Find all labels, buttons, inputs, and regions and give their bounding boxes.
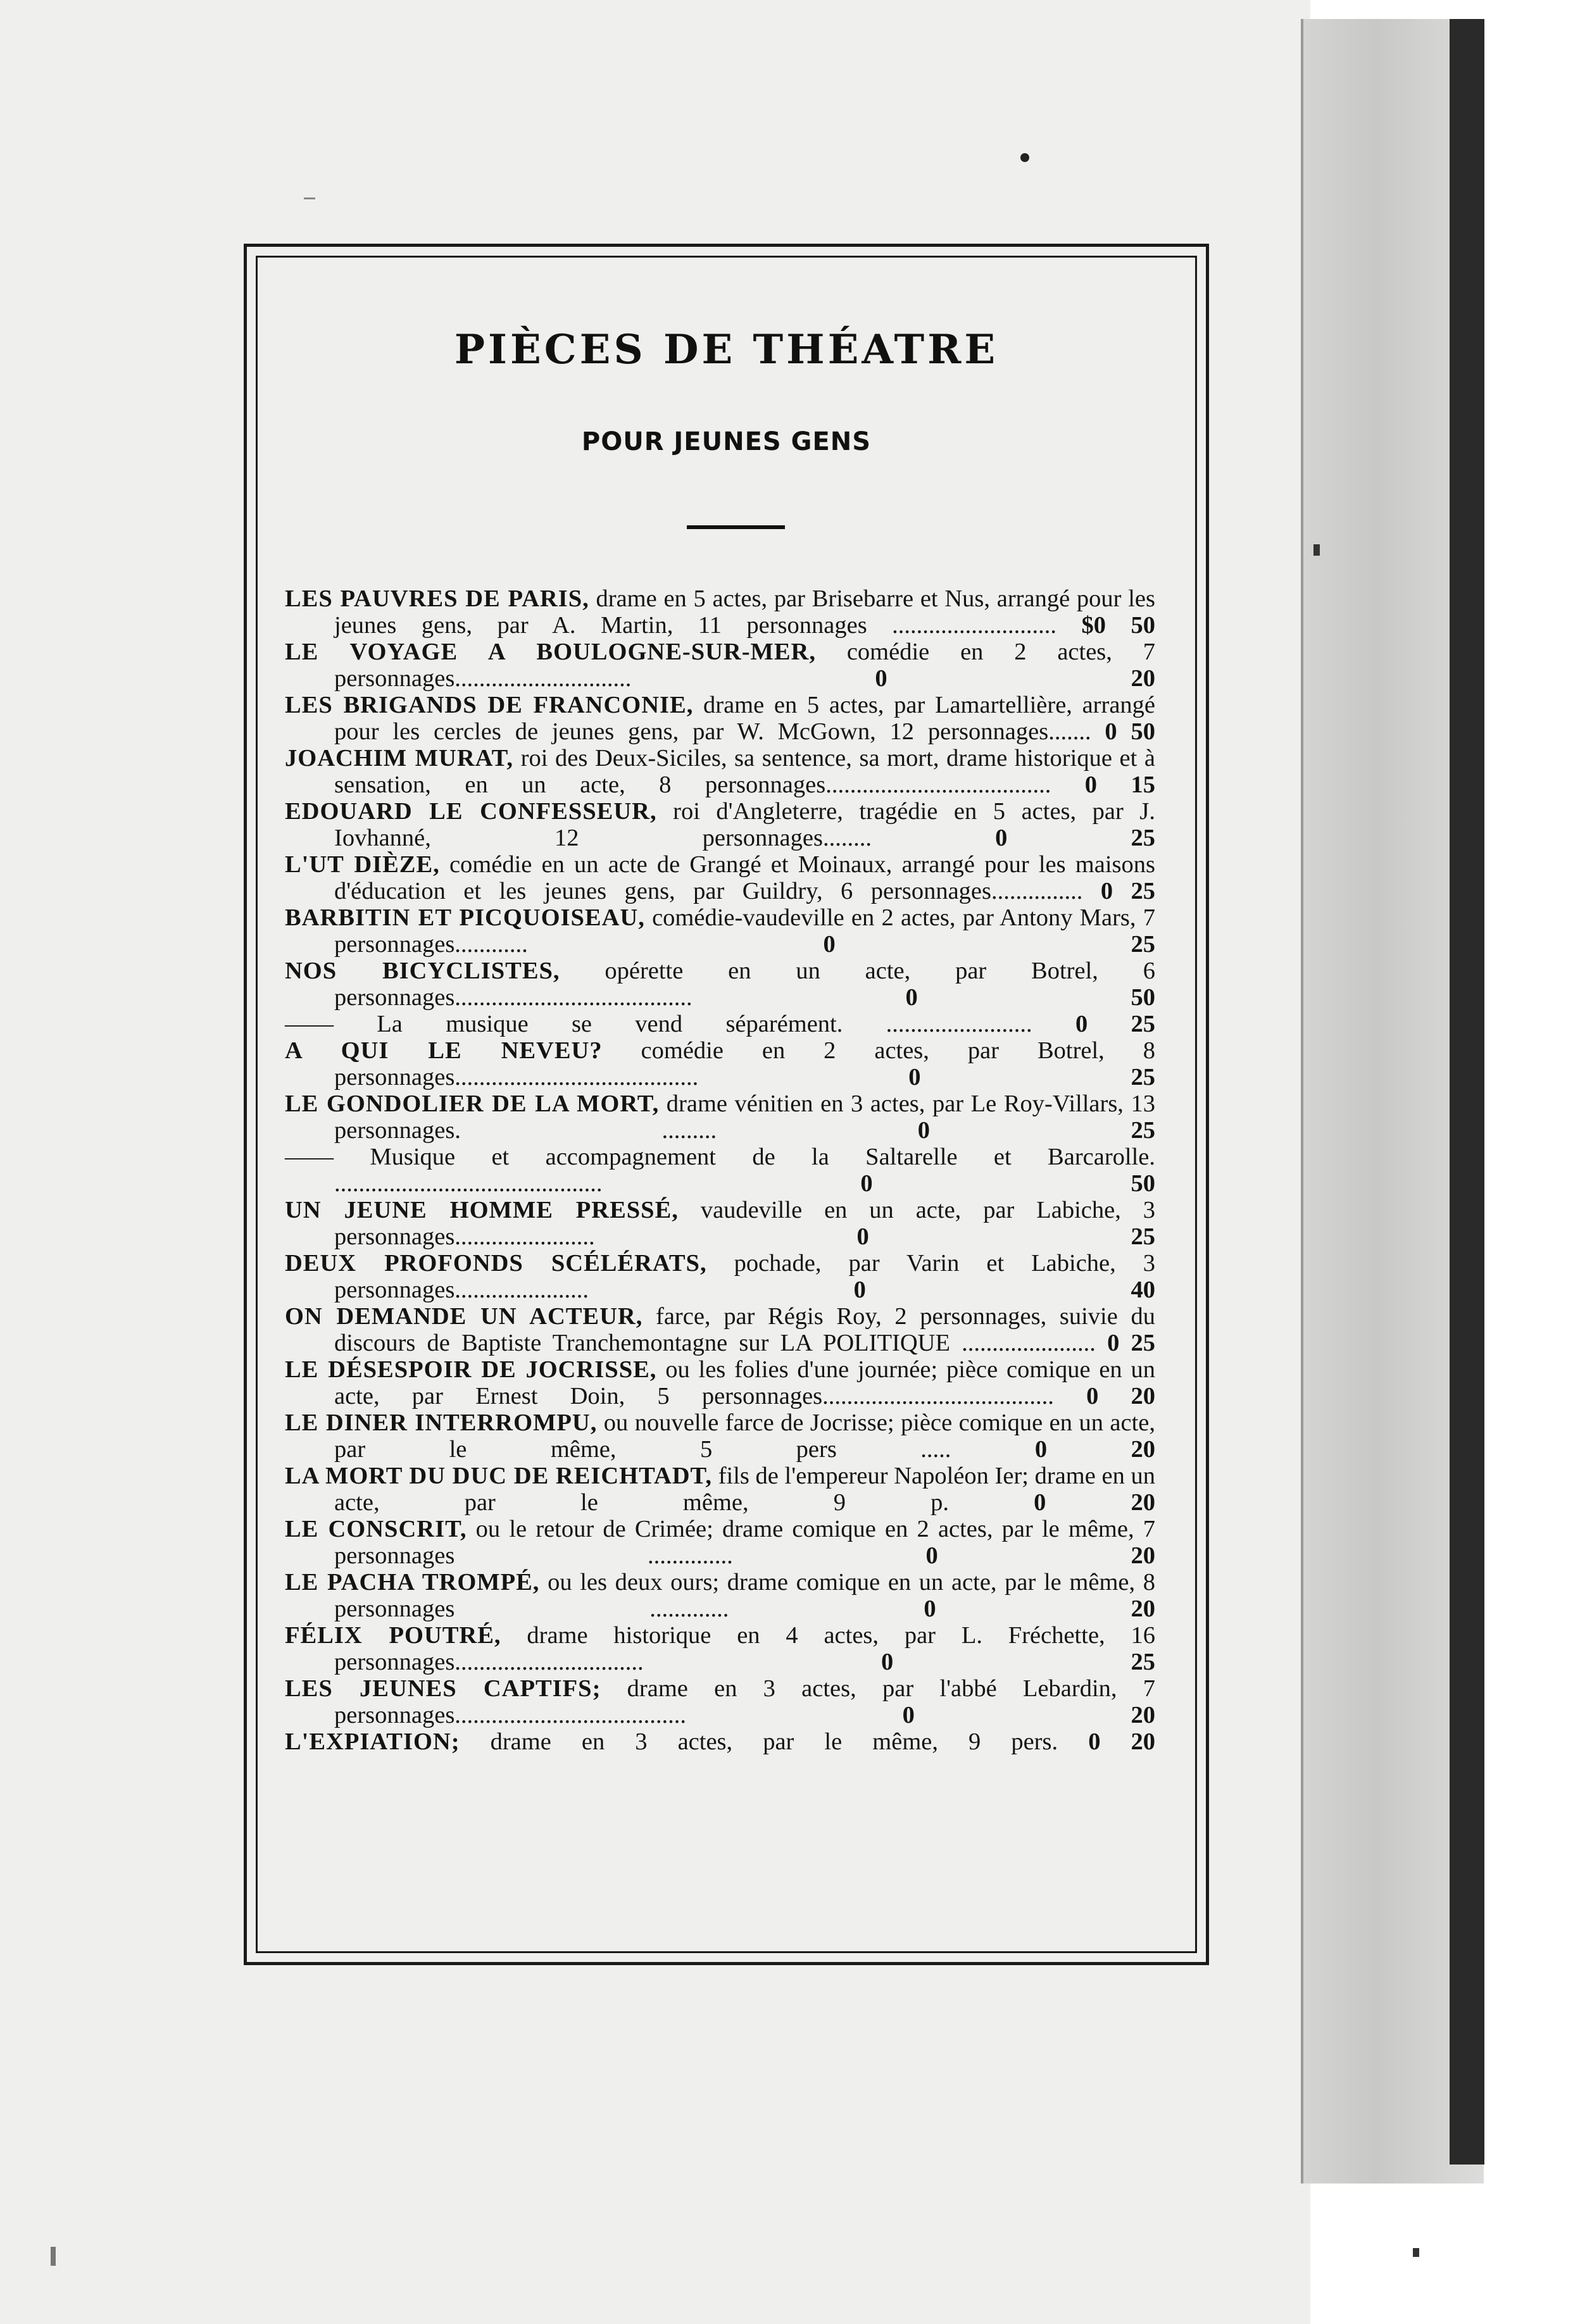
- play-price: 0 25: [823, 931, 1155, 958]
- play-description: ou les deux ours; drame comique en un acte, par le même, 8 personnages .............: [334, 1569, 1155, 1622]
- play-title: LES JEUNES CAPTIFS;: [285, 1675, 601, 1702]
- play-price: 0 25: [1107, 1330, 1155, 1356]
- catalog-entry: [285, 585, 1155, 639]
- ink-speck: [1020, 153, 1029, 162]
- play-price: 0 25: [908, 1064, 1155, 1090]
- play-title: LA MORT DU DUC DE REICHTADT,: [285, 1463, 713, 1489]
- play-title: LE DINER INTERROMPU,: [285, 1409, 598, 1436]
- catalog-frame: [244, 244, 1209, 1965]
- title-divider: [687, 525, 785, 529]
- play-title: LE PACHA TROMPÉ,: [285, 1569, 540, 1596]
- catalog-entry: [285, 639, 1155, 692]
- catalog-entry: [285, 692, 1155, 745]
- play-description: drame en 3 actes, par l'abbé Lebardin, 7 personnages......................................: [334, 1675, 1156, 1728]
- book-spine-shadow: [1450, 19, 1484, 2165]
- play-description: comédie-vaudeville en 2 actes, par Antony Mars, 7 personnages............: [334, 904, 1155, 958]
- play-description: roi d'Angleterre, tragédie en 5 actes, par J. Iovhanné, 12 personnages........: [334, 798, 1155, 851]
- catalog-entry: [285, 1728, 1155, 1755]
- play-description: pochade, par Varin et Labiche, 3 personnages......................: [334, 1250, 1156, 1303]
- catalog-entry: [285, 1622, 1155, 1675]
- catalog-entry: [285, 798, 1155, 851]
- play-price: 0 25: [917, 1117, 1155, 1144]
- play-title: LE VOYAGE A BOULOGNE-SUR-MER,: [285, 639, 816, 665]
- play-description: comédie en 2 actes, 7 personnages.............................: [334, 639, 1155, 692]
- ink-speck: [1313, 544, 1320, 556]
- play-description: opérette en un acte, par Botrel, 6 personnages.......................................: [334, 958, 1155, 1011]
- play-price: 0 25: [995, 825, 1155, 851]
- play-price: 0 20: [1034, 1436, 1156, 1463]
- play-title: LES PAUVRES DE PARIS,: [285, 585, 589, 612]
- play-price: 0 20: [1086, 1383, 1156, 1409]
- play-price: 0 20: [924, 1596, 1155, 1622]
- catalog-entry: [285, 1356, 1155, 1409]
- catalog-entry: [285, 958, 1155, 1011]
- play-title: JOACHIM MURAT,: [285, 745, 514, 772]
- play-price: 0 25: [1075, 1011, 1156, 1037]
- catalog-entry: [285, 1090, 1155, 1144]
- catalog-entry: [285, 1037, 1155, 1090]
- play-description: comédie en 2 actes, par Botrel, 8 personnages........................................: [334, 1037, 1155, 1090]
- play-price: 0 20: [875, 665, 1155, 692]
- play-price: 0 20: [925, 1542, 1155, 1569]
- play-price: 0 40: [853, 1277, 1155, 1303]
- ink-speck: [51, 2247, 56, 2266]
- play-price: 0 25: [881, 1649, 1155, 1675]
- play-title: DEUX PROFONDS SCÉLÉRATS,: [285, 1250, 707, 1277]
- play-title: BARBITIN ET PICQUOISEAU,: [285, 904, 645, 931]
- play-description: vaudeville en un acte, par Labiche, 3 personnages.......................: [334, 1197, 1156, 1250]
- play-title: L'UT DIÈZE,: [285, 851, 440, 878]
- catalog-entry: [285, 1463, 1155, 1516]
- play-price: 0 20: [1034, 1489, 1156, 1516]
- play-title: LE CONSCRIT,: [285, 1516, 467, 1542]
- play-price: $0 50: [1081, 612, 1156, 639]
- play-title: ON DEMANDE UN ACTEUR,: [285, 1303, 643, 1330]
- catalog-entry: [285, 1409, 1155, 1463]
- play-price: 0 50: [1105, 718, 1156, 745]
- play-description: comédie en un acte de Grangé et Moinaux, arrangé pour les maisons d'éducation et les jeunes gens, par Guildry, 6 personnages...............: [334, 851, 1155, 904]
- play-title: A QUI LE NEVEU?: [285, 1037, 603, 1064]
- ink-speck: [304, 197, 315, 199]
- play-title: EDOUARD LE CONFESSEUR,: [285, 798, 657, 825]
- catalog-entry: [285, 1011, 1155, 1037]
- page-title: PIÈCES DE THÉATRE: [454, 326, 999, 373]
- play-description: —— La musique se vend séparément. ........................: [285, 1011, 1032, 1037]
- play-title: FÉLIX POUTRÉ,: [285, 1622, 501, 1649]
- catalog-entry: [285, 1675, 1155, 1728]
- play-description: drame vénitien en 3 actes, par Le Roy-Villars, 13 personnages. .........: [334, 1090, 1155, 1144]
- catalog-entry: [285, 1303, 1155, 1356]
- play-price: 0 25: [1100, 878, 1155, 904]
- play-description: roi des Deux-Siciles, sa sentence, sa mort, drame historique et à sensation, en un acte, 8 personnages.....................................: [334, 745, 1155, 798]
- play-title: LE GONDOLIER DE LA MORT,: [285, 1090, 660, 1117]
- play-description: —— Musique et accompagnement de la Saltarelle et Barcarolle. ............................................: [285, 1144, 1155, 1197]
- play-price: 0 50: [905, 984, 1155, 1011]
- catalog-entry: [285, 1516, 1155, 1569]
- play-description: ou les folies d'une journée; pièce comique en un acte, par Ernest Doin, 5 personnages......................................: [334, 1356, 1155, 1409]
- catalog-entry: [285, 745, 1155, 798]
- play-title: LE DÉSESPOIR DE JOCRISSE,: [285, 1356, 657, 1383]
- play-description: drame en 5 actes, par Brisebarre et Nus, arrangé pour les jeunes gens, par A. Martin, 11 personnages ...........................: [334, 585, 1155, 639]
- play-title: LES BRIGANDS DE FRANCONIE,: [285, 692, 694, 718]
- play-description: fils de l'empereur Napoléon Ier; drame en un acte, par le même, 9 p.: [334, 1463, 1156, 1516]
- play-title: UN JEUNE HOMME PRESSÉ,: [285, 1197, 679, 1223]
- play-title: NOS BICYCLISTES,: [285, 958, 560, 984]
- page-subtitle: POUR JEUNES GENS: [581, 427, 872, 456]
- play-catalog-list: [285, 585, 1155, 1755]
- catalog-entry: [285, 851, 1155, 904]
- catalog-entry: [285, 1144, 1155, 1197]
- play-description: ou nouvelle farce de Jocrisse; pièce comique en un acte, par le même, 5 pers .....: [334, 1409, 1156, 1463]
- play-price: 0 20: [1088, 1728, 1155, 1755]
- play-price: 0 25: [856, 1223, 1155, 1250]
- play-description: farce, par Régis Roy, 2 personnages, suivie du discours de Baptiste Tranchemontagne sur LA POLITIQUE ......................: [334, 1303, 1155, 1356]
- play-price: 0 50: [860, 1170, 1155, 1197]
- ink-speck: [1413, 2248, 1419, 2257]
- play-price: 0 15: [1084, 772, 1156, 798]
- play-description: drame en 5 actes, par Lamartellière, arrangé pour les cercles de jeunes gens, par W. McGown, 12 personnages.......: [334, 692, 1156, 745]
- catalog-entry: [285, 1569, 1155, 1622]
- catalog-entry: [285, 1197, 1155, 1250]
- play-description: ou le retour de Crimée; drame comique en 2 actes, par le même, 7 personnages ..............: [334, 1516, 1155, 1569]
- play-price: 0 20: [902, 1702, 1155, 1728]
- play-description: drame en 3 actes, par le même, 9 pers.: [490, 1728, 1058, 1755]
- catalog-entry: [285, 1250, 1155, 1303]
- catalog-entry: [285, 904, 1155, 958]
- play-description: drame historique en 4 actes, par L. Fréchette, 16 personnages...............................: [334, 1622, 1155, 1675]
- play-title: L'EXPIATION;: [285, 1728, 460, 1755]
